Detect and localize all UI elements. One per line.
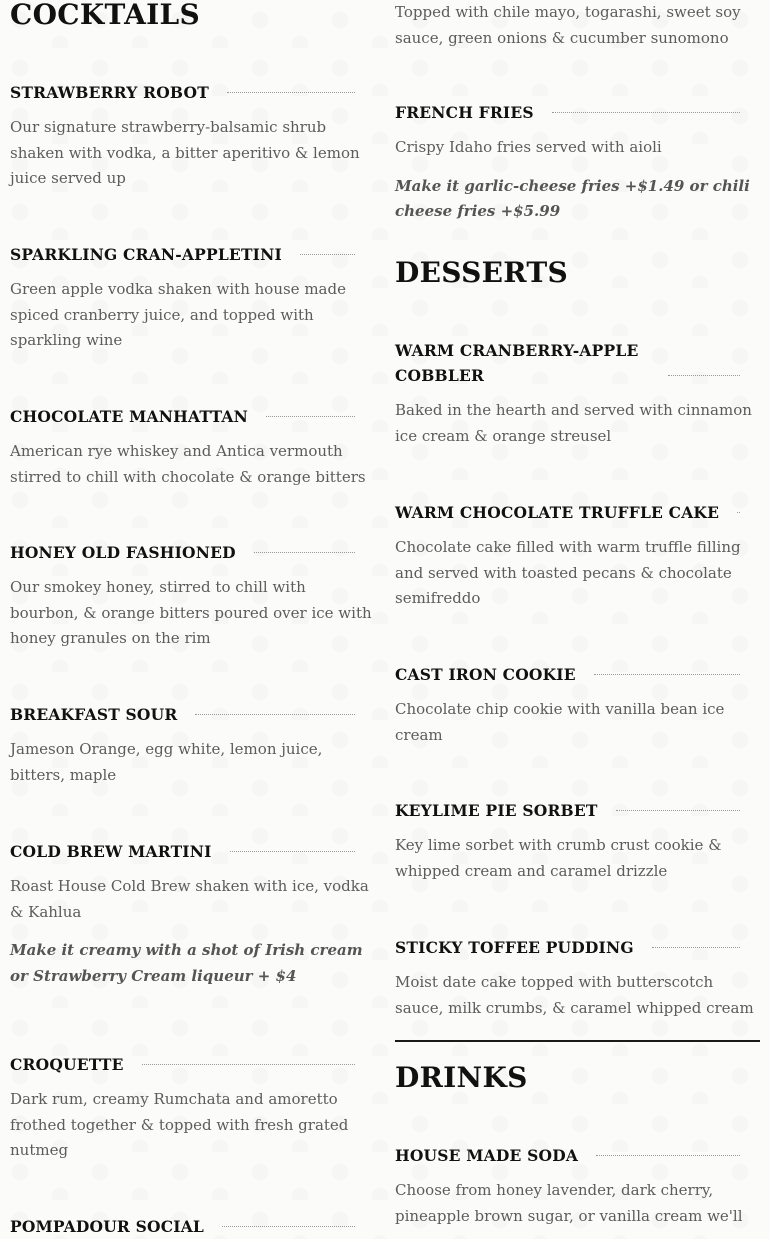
menu-item-name: CAST IRON COOKIE [395,665,576,684]
drinks-title: DRINKS [395,1061,528,1094]
menu-item [10,1052,375,1164]
dotted-leader [222,1226,355,1227]
dotted-leader [596,1155,740,1156]
dotted-leader [142,1064,355,1065]
menu-item [395,662,760,748]
dotted-leader [737,512,740,513]
menu-item-name: STRAWBERRY ROBOT [10,83,209,102]
menu-item-name: SPARKLING CRAN-APPLETINI [10,245,282,264]
menu-item [395,100,760,225]
dotted-leader [594,674,740,675]
dotted-leader [668,375,740,376]
menu-item [395,935,760,1021]
menu-item-name: FRENCH FRIES [395,103,534,122]
dotted-leader [230,851,355,852]
menu-item [395,500,760,612]
menu-item-description: Our signature strawberry-balsamic shrub shaken with vodka, a bitter aperitivo & lemon juice served up [10,118,360,187]
menu-item-upgrade-note: Make it creamy with a shot of Irish cream or Strawberry Cream liqueur + $4 [10,941,363,985]
dotted-leader [227,92,355,93]
menu-item-description: American rye whiskey and Antica vermouth stirred to chill with chocolate & orange bitters [10,442,366,486]
menu-item [10,702,375,788]
desserts-title: DESSERTS [395,256,569,289]
menu-item [395,338,760,449]
menu-item-description: Our smokey honey, stirred to chill with bourbon, & orange bitters poured over ice with honey granules on the rim [10,578,372,647]
menu-item-description: Jameson Orange, egg white, lemon juice, bitters, maple [10,740,323,784]
menu-item-description: Choose from honey lavender, dark cherry, pineapple brown sugar, or vanilla cream we'll [395,1181,743,1225]
menu-item-name: KEYLIME PIE SORBET [395,801,598,820]
menu-item-name: HONEY OLD FASHIONED [10,543,236,562]
dotted-leader [616,810,740,811]
menu-item-name: CHOCOLATE MANHATTAN [10,407,248,426]
menu-item-name: COLD BREW MARTINI [10,842,212,861]
menu-item-description: Key lime sorbet with crumb crust cookie & whipped cream and caramel drizzle [395,836,722,880]
menu-item-name: POMPADOUR SOCIAL [10,1217,205,1236]
menu-item-description: Chocolate cake filled with warm truffle filling and served with toasted pecans & chocolate semifreddo [395,538,741,607]
cocktails-title: COCKTAILS [10,0,201,31]
dotted-leader [552,112,740,113]
menu-item [10,1214,375,1239]
menu-item [395,798,760,884]
dotted-leader [254,552,355,553]
menu-item [10,242,375,354]
menu-item [10,80,375,192]
menu-item-name: CROQUETTE [10,1055,124,1074]
menu-item-name: BREAKFAST SOUR [10,705,178,724]
menu-item-name: STICKY TOFFEE PUDDING [395,938,634,957]
menu-item [10,839,375,989]
dotted-leader [652,947,740,948]
menu-item [10,404,375,490]
menu-item-description: Chocolate chip cookie with vanilla bean ice cream [395,700,725,744]
menu-item-name: WARM CRANBERRY-APPLE COBBLER [395,341,639,385]
menu-item-description: Crispy Idaho fries served with aioli [395,138,662,156]
menu-item-name: WARM CHOCOLATE TRUFFLE CAKE [395,503,720,522]
menu-item-description: Roast House Cold Brew shaken with ice, vodka & Kahlua [10,877,369,921]
dotted-leader [266,416,355,417]
menu-item [10,540,375,652]
menu-item-description: Baked in the hearth and served with cinnamon ice cream & orange streusel [395,401,752,445]
menu-item [395,1143,760,1229]
dotted-leader [195,714,355,715]
section-divider [395,1040,760,1042]
menu-item-description: Dark rum, creamy Rumchata and amoretto frothed together & topped with fresh grated nutmeg [10,1090,349,1159]
menu-item-description: Green apple vodka shaken with house made spiced cranberry juice, and topped with sparkling wine [10,280,346,349]
menu-item-upgrade-note: Make it garlic-cheese fries +$1.49 or chili cheese fries +$5.99 [395,176,750,220]
dotted-leader [300,254,355,255]
menu-item-description: Moist date cake topped with butterscotch sauce, milk crumbs, & caramel whipped cream [395,973,754,1017]
menu-item-name: HOUSE MADE SODA [395,1146,579,1165]
previous-item-description: Topped with chile mayo, togarashi, sweet soy sauce, green onions & cucumber sunomono [395,3,741,47]
